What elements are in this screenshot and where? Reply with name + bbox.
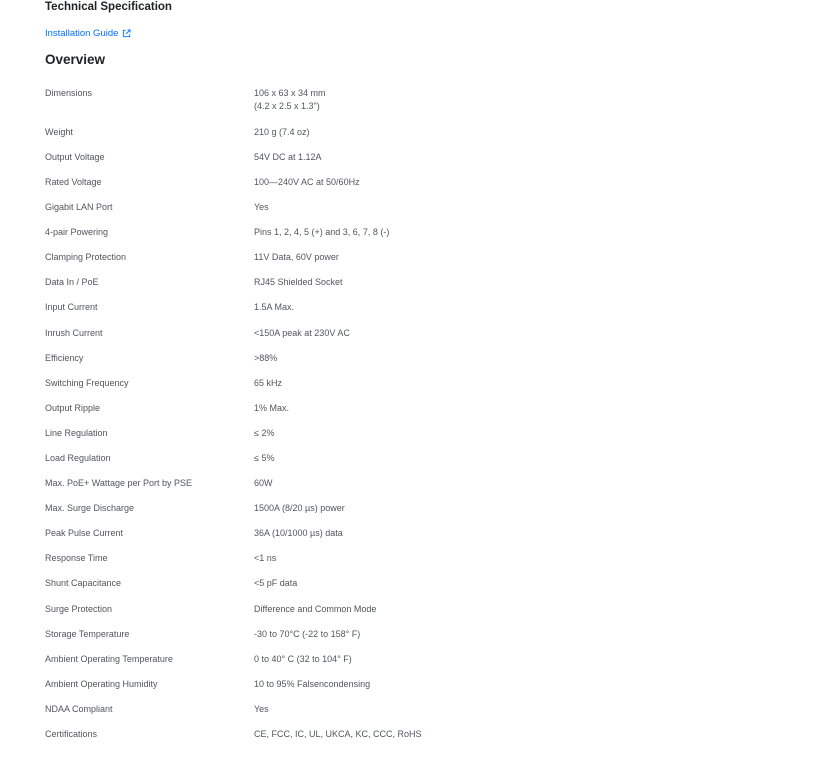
spec-row-inrush-current [45,327,785,352]
spec-label: Max. PoE+ Wattage per Port by PSE [45,478,192,489]
spec-label: Inrush Current [45,327,103,338]
spec-value: 210 g (7.4 oz) [254,126,310,137]
spec-label: Output Voltage [45,151,105,162]
spec-value: ≤ 2% [254,427,275,438]
external-link-icon [122,29,131,38]
spec-value-line: (4.2 x 2.5 x 1.3") [254,100,320,111]
spec-value: ≤ 5% [254,453,275,464]
section-title-overview: Overview [45,52,106,67]
spec-label: 4-pair Powering [45,227,109,238]
spec-value: <150A peak at 230V AC [254,327,350,338]
spec-row-shunt-capacitance [45,577,785,602]
spec-row-max-surge-discharge [45,502,785,527]
spec-row-gigabit-lan-port [45,201,785,226]
installation-guide-link[interactable] [45,28,131,39]
spec-label: Data In / PoE [45,277,99,288]
spec-label: Ambient Operating Humidity [45,678,158,689]
installation-guide-label: Installation Guide [45,28,119,39]
spec-value: RJ45 Shielded Socket [254,277,343,288]
spec-label: NDAA Compliant [45,703,113,714]
spec-value: 11V Data, 60V power [254,252,339,263]
spec-value: 1% Max. [254,402,290,413]
spec-label: Surge Protection [45,603,113,614]
spec-value: 10 to 95% Falsencondensing [254,678,371,689]
spec-value: 1500A (8/20 µs) power [254,503,345,514]
spec-value: Yes [254,202,269,213]
spec-row-switching-frequency [45,377,785,402]
spec-value: 1.5A Max. [254,302,295,313]
spec-value: <1 ns [254,553,277,564]
spec-label: Gigabit LAN Port [45,202,113,213]
spec-label: Shunt Capacitance [45,578,122,589]
spec-label: Weight [45,126,73,137]
spec-label: Input Current [45,302,98,313]
spec-label: Switching Frequency [45,377,129,388]
spec-row-ndaa-compliant [45,703,785,728]
spec-value: Pins 1, 2, 4, 5 (+) and 3, 6, 7, 8 (-) [254,227,390,238]
spec-label: Peak Pulse Current [45,528,124,539]
spec-row-dimensions [45,87,785,126]
spec-row-load-regulation [45,452,785,477]
spec-value: <5 pF data [254,578,298,589]
spec-label: Storage Temperature [45,628,130,639]
spec-row-max-poe-wattage [45,477,785,502]
spec-row-output-ripple [45,402,785,427]
spec-value-line: 106 x 63 x 34 mm [254,88,326,98]
page-title: Technical Specification [45,1,172,13]
spec-value: -30 to 70°C (-22 to 158° F) [254,628,361,639]
spec-value: 60W [254,478,273,489]
spec-row-certifications [45,728,785,753]
spec-label: Certifications [45,729,98,740]
spec-value: Difference and Common Mode [254,603,377,614]
spec-value: >88% [254,352,278,363]
spec-label: Dimensions [45,88,93,98]
spec-label: Max. Surge Discharge [45,503,135,514]
spec-label: Efficiency [45,352,84,363]
spec-table [45,87,785,753]
spec-value: 0 to 40° C (32 to 104° F) [254,653,352,664]
spec-value: 100—240V AC at 50/60Hz [254,176,360,187]
spec-label: Ambient Operating Temperature [45,653,173,664]
spec-row-input-current [45,301,785,326]
spec-row-response-time [45,552,785,577]
spec-row-efficiency [45,352,785,377]
spec-label: Response Time [45,553,108,564]
spec-label: Rated Voltage [45,176,102,187]
spec-row-output-voltage [45,151,785,176]
spec-value: 65 kHz [254,377,283,388]
spec-row-storage-temperature [45,628,785,653]
spec-row-4-pair-powering [45,226,785,251]
spec-row-surge-protection [45,603,785,628]
spec-label: Clamping Protection [45,252,127,263]
spec-value: 36A (10/1000 µs) data [254,528,343,539]
spec-label: Load Regulation [45,453,111,464]
spec-row-line-regulation [45,427,785,452]
spec-row-rated-voltage [45,176,785,201]
spec-row-weight [45,126,785,151]
spec-row-ambient-operating-temperature [45,653,785,678]
spec-value: 54V DC at 1.12A [254,151,322,162]
spec-value: CE, FCC, IC, UL, UKCA, KC, CCC, RoHS [254,729,422,740]
spec-row-peak-pulse-current [45,527,785,552]
spec-row-data-in-poe [45,276,785,301]
spec-row-ambient-operating-humidity [45,678,785,703]
spec-value: Yes [254,703,269,714]
spec-row-clamping-protection [45,251,785,276]
spec-label: Line Regulation [45,427,108,438]
spec-label: Output Ripple [45,402,101,413]
spec-value [254,87,785,112]
